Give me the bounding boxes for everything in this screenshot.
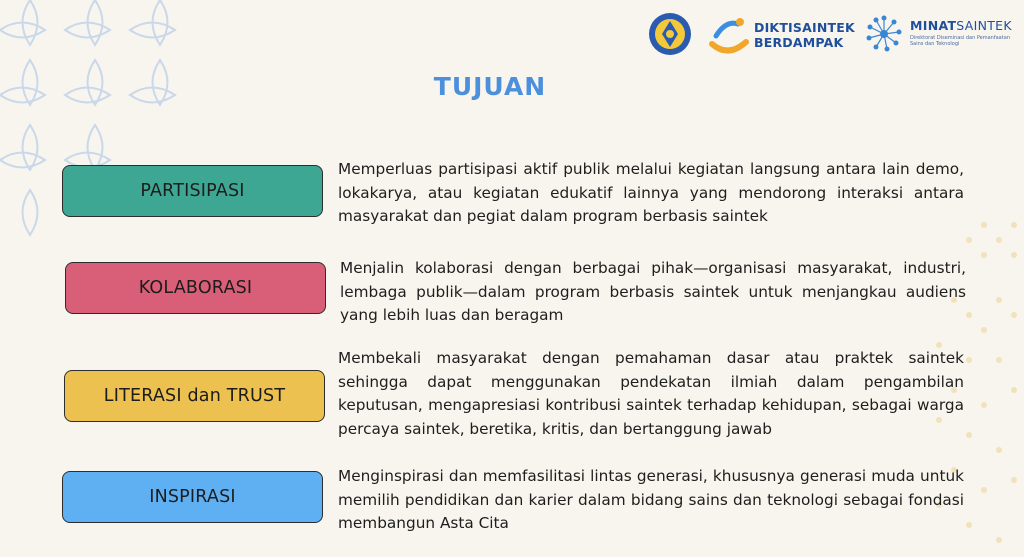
label-literasi-trust: LITERASI dan TRUST (64, 370, 325, 422)
dikti-logo-line2: BERDAMPAK (754, 35, 844, 50)
description-partisipasi: Memperluas partisipasi aktif publik melalui kegiatan langsung antara lain demo, lokakarya, atau kegiatan edukatif lainnya yang mendorong interaksi antara masyarakat dan pegiat dalam program berbasis saintek (338, 160, 964, 225)
label-inspirasi: INSPIRASI (62, 471, 323, 523)
label-kolaborasi: KOLABORASI (65, 262, 326, 314)
minatsaintek-title (910, 18, 1012, 33)
dikti-logo-line1: DIKTISAINTEK (754, 20, 855, 35)
page-title: TUJUAN (433, 72, 547, 101)
minatsaintek-subtitle: Direktorat Diseminasi dan Pemanfaatan Sains dan Teknologi (910, 35, 1010, 47)
description-inspirasi: Menginspirasi dan memfasilitasi lintas generasi, khususnya generasi muda untuk memilih pendidikan dan karier dalam bidang sains dan teknologi sebagai fondasi membangun Asta Cita (338, 467, 964, 532)
kemdikbud-logo-icon (648, 12, 692, 56)
logo-bar (648, 10, 1020, 58)
label-partisipasi: PARTISIPASI (62, 165, 323, 217)
diktisaintek-mark-icon (708, 14, 750, 56)
description-kolaborasi: Menjalin kolaborasi dengan berbagai pihak—organisasi masyarakat, industri, lembaga publik—dalam program berbasis saintek untuk menjangkau audiens yang lebih luas dan beragam (340, 259, 966, 324)
minatsaintek-mark-icon (862, 12, 906, 56)
background-pattern-left (0, 0, 215, 270)
diktisaintek-logo (708, 14, 858, 56)
minat-suffix: SAINTEK (956, 18, 1012, 33)
minatsaintek-logo (862, 12, 1022, 56)
minat-prefix: MINAT (910, 18, 957, 33)
description-literasi-trust: Membekali masyarakat dengan pemahaman dasar atau praktek saintek sehingga dapat menggunakan pendekatan ilmiah dalam pengambilan keputusan, mengapresiasi kontribusi saintek terhadap kehidupan, sebagai warga percaya saintek, beretika, kritis, dan bertanggung jawab (338, 349, 964, 438)
